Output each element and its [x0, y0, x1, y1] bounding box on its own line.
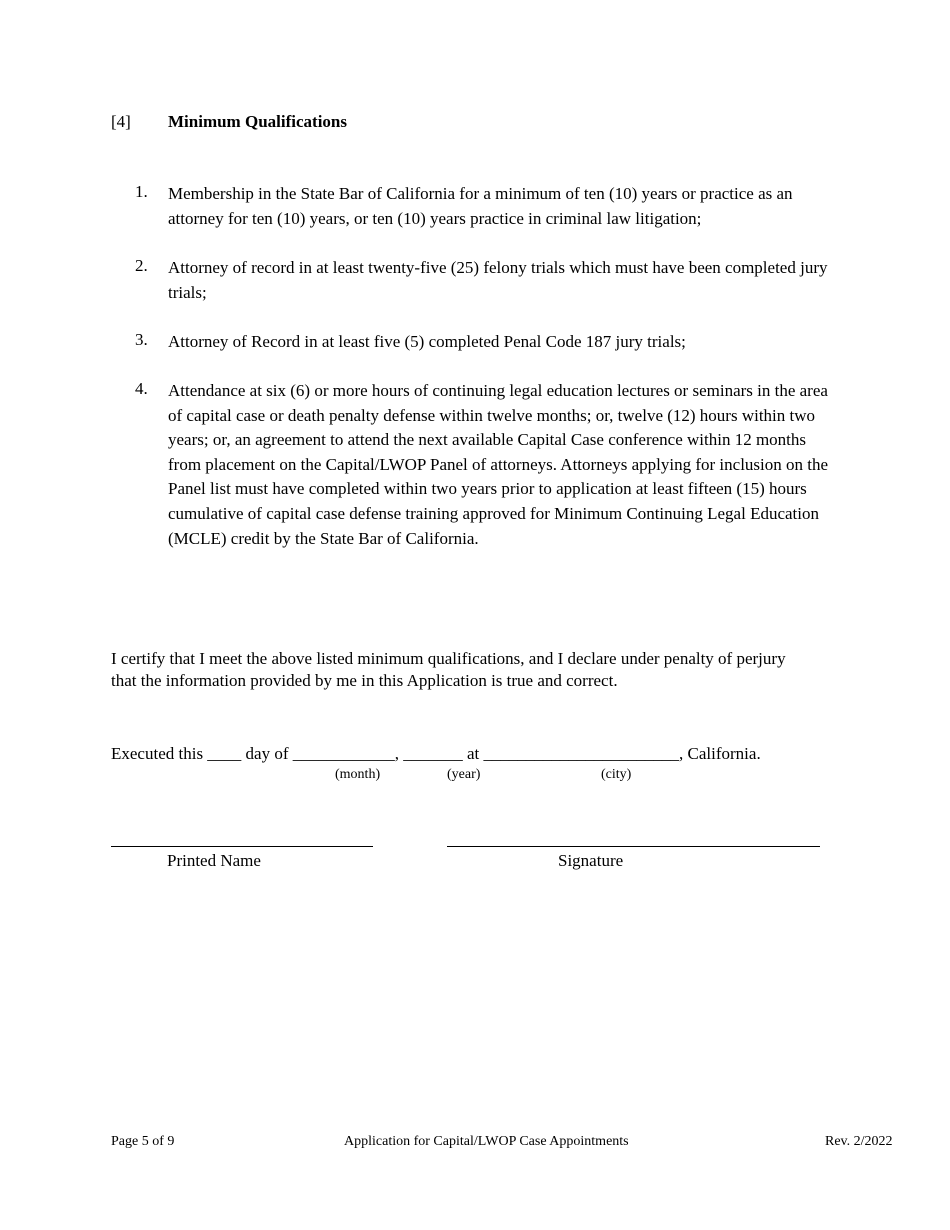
footer-page-number: Page 5 of 9: [111, 1134, 175, 1149]
list-item-number: 3.: [135, 330, 148, 349]
year-label: (year): [447, 767, 481, 782]
list-item-number: 4.: [135, 379, 148, 398]
list-item-number: 2.: [135, 256, 148, 275]
city-label: (city): [601, 767, 632, 782]
section-number: [4]: [111, 112, 131, 131]
list-item-text: Attendance at six (6) or more hours of continuing legal education lectures or seminars in the area of capital case or death penalty defense within twelve months; or, twelve (12) hours within two years; or, an agreement to attend the next available Capital Case conference within 12 months from placement on the Capital/LWOP Panel of attorneys. Attorneys applying for inclusion on the Panel list must have completed within two years prior to application at least fifteen (15) hours cumulative of capital case defense training approved for Minimum Continuing Legal Education (MCLE) credit by the State Bar of California.: [168, 381, 829, 548]
list-item-text: Attorney of Record in at least five (5) completed Penal Code 187 jury trials;: [168, 332, 686, 351]
month-label: (month): [335, 767, 381, 782]
list-item-text: Membership in the State Bar of California for a minimum of ten (10) years or practice as an attorney for ten (10) years, or ten (10) years practice in criminal law litigation;: [168, 184, 793, 228]
footer-title: Application for Capital/LWOP Case Appointments: [344, 1134, 629, 1149]
list-item-number: 1.: [135, 182, 148, 201]
certification-statement: I certify that I meet the above listed minimum qualifications, and I declare under penalty of perjury that the information provided by me in this Application is true and correct.: [111, 649, 786, 690]
execution-line: Executed this ____ day of ____________, _______ at _______________________, California.: [111, 744, 761, 763]
printed-name-label: Printed Name: [167, 851, 261, 870]
printed-name-line[interactable]: [111, 846, 373, 847]
signature-label: Signature: [558, 851, 624, 870]
signature-line[interactable]: [447, 846, 820, 847]
section-title: Minimum Qualifications: [168, 112, 347, 131]
footer-revision: Rev. 2/2022: [825, 1134, 893, 1149]
list-item-text: Attorney of record in at least twenty-five (25) felony trials which must have been completed jury trials;: [168, 258, 828, 302]
